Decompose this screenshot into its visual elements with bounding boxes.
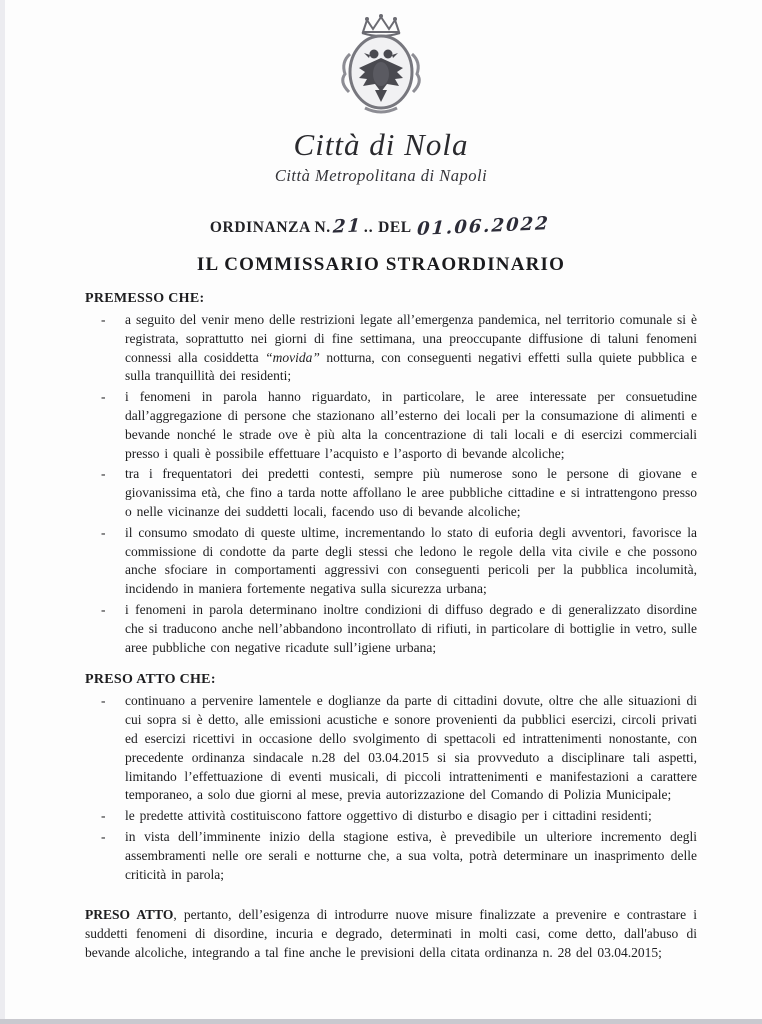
document-header bbox=[0, 0, 762, 186]
city-name: Città di Nola bbox=[293, 127, 469, 162]
text-segment: notturna, con conseguenti negativi effetti sulla quiete pubblica e sulla tranquillità dei residenti; bbox=[125, 349, 697, 384]
scan-edge-bottom bbox=[0, 1019, 762, 1024]
text-segment: in vista dell’imminente inizio della stagione estiva, è prevedibile un ulteriore incremento degli assembramenti nelle ore serali e notturne che, a sua volta, potrà determinare un inasprimento delle criticità in parola; bbox=[125, 828, 697, 882]
list-item-text bbox=[125, 524, 697, 599]
list-item bbox=[85, 311, 697, 386]
document-title: IL COMMISSARIO STRAORDINARIO bbox=[196, 254, 566, 275]
text-segment: continuano a pervenire lamentele e doglianze da parte di cittadini dovute, oltre che alle situazioni di cui sopra si è detto, alle emissioni acustiche e sonore provenienti da pubblici esercizi, circoli privati ed esercizi ricettivi in occasione dello svolgimento di spettacoli ed intrattenimenti nonostante, con precedente ordinanza sindacale n.28 del 03.04.2015 si sia provveduto a disciplinare tali aspetti, limitando l’effettuazione di eventi musicali, di piccoli intrattenimenti e manifestazioni a carattere temporaneo, a solo due giorni al mese, previa autorizzazione del Comando di Polizia Municipale; bbox=[125, 693, 697, 803]
list-item bbox=[85, 692, 697, 805]
list-item-dash: - bbox=[101, 524, 106, 540]
list-item-dash: - bbox=[101, 601, 106, 617]
list-item-dash: - bbox=[101, 312, 106, 327]
ordinance-dots: .. bbox=[363, 219, 374, 236]
section-premesso bbox=[85, 291, 697, 657]
list-item-dash: - bbox=[101, 828, 106, 844]
list-item-dash: - bbox=[101, 466, 106, 482]
list-item bbox=[85, 388, 697, 463]
list-item-text bbox=[125, 828, 697, 884]
text-segment: il consumo smodato di queste ultime, incrementando lo stato di euforia degli avventori, favorisce la commissione di condotte da parte degli stessi che ledono le regole della vita civile e che possono anche sfociare in comportamenti aggressivi con conseguenti pericoli per la pubblica incolumità, incidendo in maniera fortemente negativa sulla sicurezza urbana; bbox=[125, 524, 697, 597]
ordinance-del-label: DEL bbox=[378, 219, 411, 236]
list-item-dash: - bbox=[101, 693, 106, 709]
document-body bbox=[85, 291, 697, 963]
list-item-text bbox=[125, 388, 697, 463]
list-item-text bbox=[125, 465, 697, 521]
ordinance-number-handwritten: 21 bbox=[332, 215, 363, 238]
section-heading: PREMESSO CHE: bbox=[85, 291, 205, 306]
section-preso-atto bbox=[85, 672, 697, 884]
list-item-text bbox=[125, 311, 697, 386]
text-segment: tra i frequentatori dei predetti contesti, sempre più numerose sono le persone di giovane e giovanissima età, che fino a tarda notte affollano le aree pubbliche cittadine e si intrattengono presso o nelle vicinanze dei suddetti locali, facendo uso di bevande alcoliche; bbox=[125, 466, 697, 519]
list-item-text bbox=[125, 807, 697, 826]
text-segment: “movida” bbox=[265, 349, 320, 365]
list-item bbox=[85, 807, 697, 826]
section-heading: PRESO ATTO CHE: bbox=[85, 672, 216, 688]
text-segment: i fenomeni in parola determinano inoltre condizioni di diffuso degrado e di generalizzato disordine che si traducono anche nell’abbandono incontrollato di rifiuti, in particolare di bottiglie in vetro, sulle aree pubbliche con negative ricadute sull’igiene urbana; bbox=[125, 601, 697, 655]
text-segment: , pertanto, dell’esigenza di introdurre nuove misure finalizzate a prevenire e contrastare i suddetti fenomeni di disordine, incuria e degrado, determinati in molti casi, come detto, dall'abuso di bevande alcoliche, integrando a tal fine anche le previsioni della citata ordinanza n. 28 del 03.04.2015; bbox=[85, 907, 697, 960]
ordinance-date-handwritten: 01.06.2022 bbox=[416, 213, 551, 240]
closing-paragraph bbox=[85, 906, 697, 962]
text-segment: PRESO ATTO bbox=[85, 907, 174, 923]
list-item-text bbox=[125, 692, 697, 805]
ordinance-number-line bbox=[0, 213, 762, 240]
list-item bbox=[85, 524, 697, 599]
scan-edge-left bbox=[0, 0, 5, 1024]
list-item-dash: - bbox=[101, 389, 106, 405]
ordinance-prefix: ORDINANZA N. bbox=[209, 219, 331, 236]
list-item bbox=[85, 828, 697, 884]
list-item bbox=[85, 465, 697, 521]
text-segment: le predette attività costituiscono fattore oggettivo di disturbo e disagio per i cittadini residenti; bbox=[125, 808, 652, 824]
list-item-dash: - bbox=[101, 808, 106, 824]
text-segment: i fenomeni in parola hanno riguardato, in particolare, le aree interessate per consuetudine dall’aggregazione di persone che stazionano all’esterno dei locali per la consumazione di alimenti e bevande nonché le strade ove è più alta la concentrazione di tali locali e di esercizi commerciali presso i quali è possibile effettuare l’acquisto e l’asporto di bevande alcoliche; bbox=[125, 389, 697, 461]
list-item bbox=[85, 601, 697, 657]
text-segment: a seguito del venir meno delle restrizioni legate all’emergenza pandemica, nel territorio comunale si è registrata, soprattutto nei giorni di fine settimana, una preoccupante diffusione di taluni fenomeni connessi alla cosiddetta bbox=[125, 312, 697, 365]
city-subtitle: Città Metropolitana di Napoli bbox=[274, 166, 488, 185]
list-item-text bbox=[125, 601, 697, 657]
city-crest-icon bbox=[329, 12, 433, 125]
